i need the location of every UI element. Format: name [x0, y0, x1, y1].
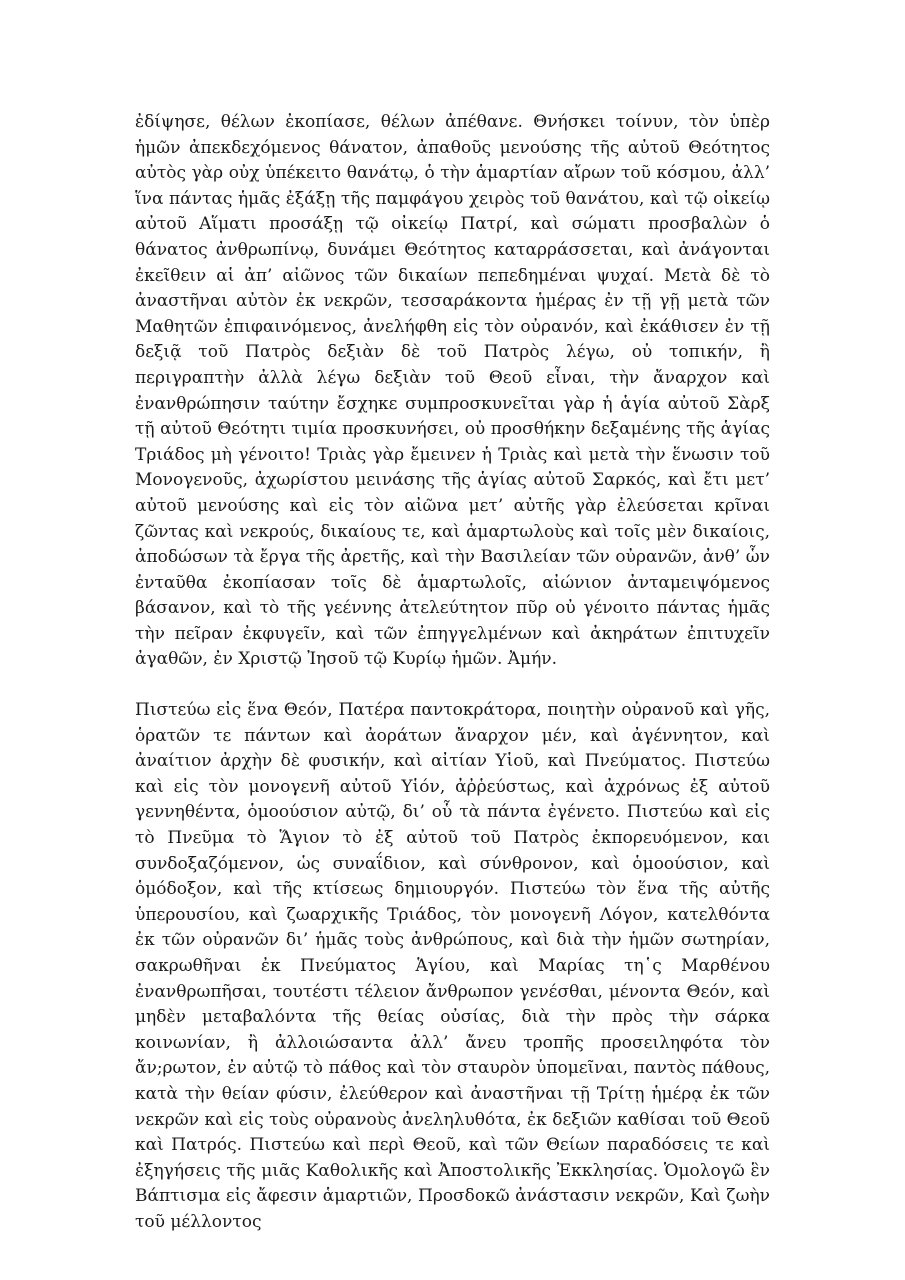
paragraph-1: ἐδίψησε, θέλων ἐκοπίασε, θέλων ἀπέθανε. Θνήσκει τοίνυν, τὸν ὑπὲρ ἡμῶν ἀπεκδεχόμενος θάνατον, ἀπαθοῦς μενούσης τῆς αὐτοῦ Θεότητος αὐτὸς γὰρ οὐχ ὑπέκειτο θανάτῳ, ὁ τὴν ἁμαρτίαν αἴρων τοῦ κόσμου, ἀλλ’ ἵνα πάντας ἡμᾶς ἐξάξῃ τῆς παμφάγου χειρὸς τοῦ θανάτου, καὶ τῷ οἰκείῳ αὐτοῦ Αἵματι προσάξῃ τῷ οἰκείῳ Πατρί, καὶ σώματι προσβαλὼν ὁ θάνατος ἀνθρωπίνῳ, δυνάμει Θεότητος καταρράσσεται, καὶ ἀνάγονται ἐκεῖθειν αἱ ἀπ’ αἰῶνος τῶν δικαίων πεπεδημέναι ψυχαί. Μετὰ δὲ τὸ ἀναστῆναι αὐτὸν ἐκ νεκρῶν, τεσσαράκοντα ἡμέρας ἐν τῇ γῇ μετὰ τῶν Μαθητῶν ἐπιφαινόμενος, ἀνελήφθη εἰς τὸν οὐρανόν, καὶ ἐκάθισεν ἐν τῇ δεξιᾷ τοῦ Πατρὸς δεξιὰν δὲ τοῦ Πατρὸς λέγω, οὐ τοπικήν, ἢ περιγραπτὴν ἀλλὰ λέγω δεξιὰν τοῦ Θεοῦ εἶναι, τὴν ἄναρχον καὶ ἐνανθρώπησιν ταύτην ἔσχηκε συμπροσκυνεῖται γὰρ ἡ ἁγία αὐτοῦ Σὰρξ τῇ αὐτοῦ Θεότητι τιμία προσκυνήσει, οὐ προσθήκην δεξαμένης τῆς ἁγίας Τριάδος μὴ γένοιτο! Τριὰς γὰρ ἔμεινεν ἡ Τριὰς καὶ μετὰ τὴν ἕνωσιν τοῦ Μονογενοῦς, ἀχωρίστου μεινάσης τῆς ἁγίας αὐτοῦ Σαρκός, καὶ ἔτι μετ’ αὐτοῦ μενούσης καὶ εἰς τὸν αἰῶνα μετ’ αὐτῆς γὰρ ἐλεύσεται κρῖναι ζῶντας καὶ νεκρούς, δικαίους τε, καὶ ἁμαρτωλοὺς καὶ τοῖς μὲν δικαίοις, ἀποδώσων τὰ ἔργα τῆς ἀρετῆς, καὶ τὴν Βασιλείαν τῶν οὐρανῶν, ἀνθ’ ὧν ἐνταῦθα ἐκοπίασαν τοῖς δὲ ἁμαρτωλοῖς, αἰώνιον ἀνταμειψόμενος βάσανον, καὶ τὸ τῆς γεέννης ἀτελεύτητον πῦρ οὐ γένοιτο πάντας ἡμᾶς τὴν πεῖραν ἐκφυγεῖν, καὶ τῶν ἐπηγγελμένων καὶ ἀκηράτων ἐπιτυχεῖν ἀγαθῶν, ἐν Χριστῷ Ἰησοῦ τῷ Κυρίῳ ἡμῶν. Ἀμήν.: [135, 112, 770, 670]
document-page: [135, 110, 770, 1236]
paragraph-2: Πιστεύω εἰς ἕνα Θεόν, Πατέρα παντοκράτορα, ποιητὴν οὐρανοῦ καὶ γῆς, ὁρατῶν τε πάντων καὶ ἀοράτων ἄναρχον μέν, καὶ ἀγέννητον, καὶ ἀναίτιον ἀρχὴν δὲ φυσικήν, καὶ αἰτίαν Υἱοῦ, καὶ Πνεύματος. Πιστεύω καὶ εἰς τὸν μονογενῆ αὐτοῦ Υἱόν, ἀῤῥεύστως, καὶ ἀχρόνως ἐξ αὐτοῦ γεννηθέντα, ὁμοούσιον αὐτῷ, δι’ οὗ τὰ πάντα ἐγένετο. Πιστεύω καὶ εἰς τὸ Πνεῦμα τὸ Ἅγιον τὸ ἐξ αὐτοῦ τοῦ Πατρὸς ἐκπορευόμενον, και συνδοξαζόμενον, ὡς συναΐδιον, καὶ σύνθρονον, καὶ ὁμοούσιον, καὶ ὁμόδοξον, καὶ τῆς κτίσεως δημιουργόν. Πιστεύω τὸν ἕνα τῆς αὐτῆς ὑπερουσίου, καὶ ζωαρχικῆς Τριάδος, τὸν μονογενῆ Λόγον, κατελθόντα ἐκ τῶν οὐρανῶν δι’ ἡμᾶς τοὺς ἀνθρώπους, καὶ διὰ τὴν ἡμῶν σωτηρίαν, σακρωθῆναι ἐκ Πνεύματος Ἁγίου, καὶ Μαρίας τη῾ς Μαρθένου ἐνανθρωπῆσαι, τουτέστι τέλειον ἄνθρωπον γενέσθαι, μένοντα Θεόν, καὶ μηδὲν μεταβαλόντα τῆς θείας οὐσίας, διὰ τὴν πρὸς τὴν σάρκα κοινωνίαν, ἢ ἀλλοιώσαντα ἀλλ’ ἄνευ τροπῆς προσειληφότα τὸν ἄν;ρωτον, ἐν αὐτῷ τὸ πάθος καὶ τὸν σταυρὸν ὑπομεῖναι, παντὸς πάθους, κατὰ τὴν θείαν φύσιν, ἐλεύθερον καὶ ἀναστῆναι τῇ Τρίτῃ ἡμέρᾳ ἐκ τῶν νεκρῶν καὶ εἰς τοὺς οὐρανοὺς ἀνεληλυθότα, ἐκ δεξιῶν καθίσαι τοῦ Θεοῦ καὶ Πατρός. Πιστεύω καὶ περὶ Θεοῦ, καὶ τῶν Θείων παραδόσεις τε καὶ ἐξηγήσεις τῆς μιᾶς Καθολικῆς καὶ Ἀποστολικῆς Ἐκκλησίας. Ὁμολογῶ ἓν Βάπτισμα εἰς ἄφεσιν ἁμαρτιῶν, Προσδοκῶ ἀνάστασιν νεκρῶν, Καὶ ζωὴν τοῦ μέλλοντος: [135, 700, 770, 1232]
